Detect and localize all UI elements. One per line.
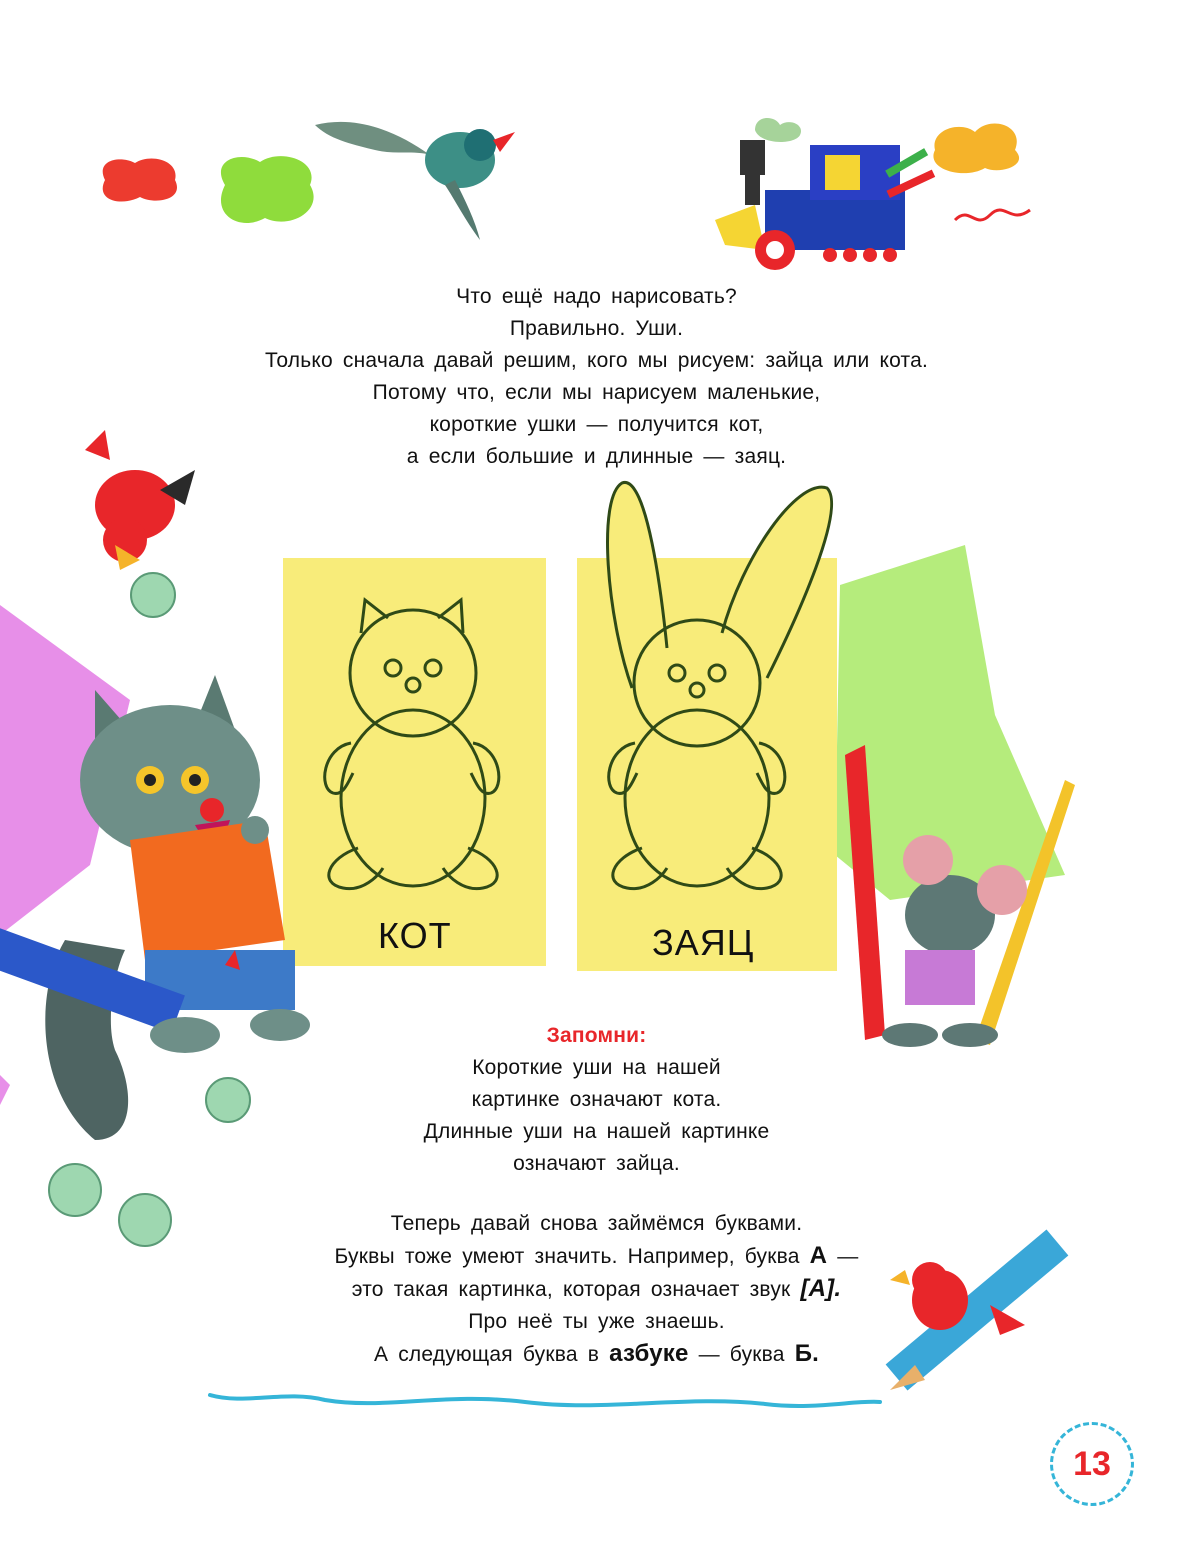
cat-caption: КОТ bbox=[378, 915, 452, 956]
green-paint-blob bbox=[210, 150, 320, 230]
red-paint-blob bbox=[95, 155, 185, 205]
letters-line-5-text: А следующая буква в bbox=[373, 1343, 610, 1366]
mouse-with-pencils-icon bbox=[840, 745, 1080, 1065]
page-number: 13 bbox=[1050, 1422, 1134, 1506]
remember-block bbox=[0, 1020, 1193, 1180]
intro-line-4: Потому что, если мы нарисуем маленькие, bbox=[372, 381, 821, 404]
hare-sheet bbox=[577, 478, 842, 973]
remember-line-1: Короткие уши на нашей bbox=[472, 1056, 721, 1079]
letters-line-2-dash: — bbox=[827, 1245, 859, 1268]
remember-line-2: картинке означают кота. bbox=[471, 1088, 722, 1111]
bird-with-pencil-icon bbox=[880, 1225, 1090, 1405]
sound-a: [А]. bbox=[800, 1275, 842, 1302]
intro-line-6: а если большие и длинные — заяц. bbox=[406, 445, 787, 468]
intro-line-3: Только сначала давай решим, кого мы рисуем: зайца или кота. bbox=[265, 349, 928, 372]
word-azbuka: азбуке bbox=[609, 1340, 689, 1367]
remember-title: Запомни: bbox=[546, 1024, 647, 1047]
blue-squiggle-line bbox=[205, 1380, 885, 1420]
hare-caption: ЗАЯЦ bbox=[652, 922, 755, 963]
letters-line-3-text: это такая картинка, которая означает звук bbox=[351, 1278, 801, 1301]
red-bird-icon bbox=[65, 430, 205, 620]
bird-icon bbox=[315, 110, 515, 240]
letters-line-2-text: Буквы тоже умеют значить. Например, буква bbox=[334, 1245, 810, 1268]
train-icon bbox=[715, 110, 1055, 280]
letter-a: А bbox=[809, 1242, 828, 1269]
intro-line-5: короткие ушки — получится кот, bbox=[429, 413, 764, 436]
intro-line-2: Правильно. Уши. bbox=[509, 317, 684, 340]
letters-line-5-mid: — буква bbox=[688, 1343, 795, 1366]
letter-b: Б. bbox=[794, 1340, 820, 1367]
intro-line-1: Что ещё надо нарисовать? bbox=[456, 285, 737, 308]
letters-line-1: Теперь давай снова займёмся буквами. bbox=[390, 1212, 803, 1235]
remember-line-4: означают зайца. bbox=[513, 1152, 680, 1175]
letters-line-4: Про неё ты уже знаешь. bbox=[468, 1310, 725, 1333]
remember-line-3: Длинные уши на нашей картинке bbox=[423, 1120, 770, 1143]
